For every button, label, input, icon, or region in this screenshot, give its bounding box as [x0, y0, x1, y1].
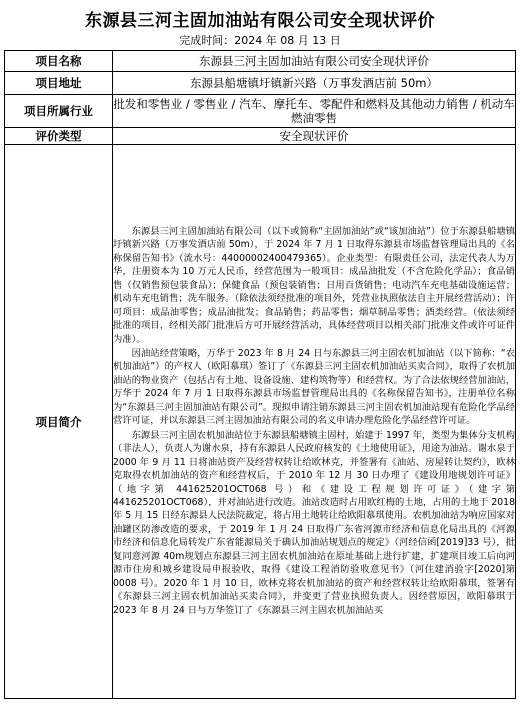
label-intro: 项目简介: [5, 145, 113, 699]
intro-paragraph: 因油站经营策略，万华于 2023 年 8 月 24 日与东源县三河主固农机加油站（以下简称：“农机加油站”）的产权人（欧阳慕琪）签订了《东源县三河主固农机加油站买卖合同》，取得了农机加油站的物业资产（包括占有土地、设备设施、建构筑物等）和经营权。为了合法依规经营加油站，万华于 2024 年 7 月 1 日取得东源县市场监督管理局出具的《名称保留告知书》，注册单位名称为“东源县三河主固加油站有限公司”。现拟申请注销东源县三河主固农机加油站现有危险化学品经营许可证，并以东源县三河主固加油站有限公司的名义申请办理危险化学品经营许可证。: [113, 348, 515, 427]
row-intro: [5, 145, 516, 699]
intro-paragraph: 东源县三河主固农机加油站位于东源县船塘镇主固村，始建于 1997 年，类型为集体分支机构（非法人），负责人为谢水泉，持有东源县人民政府核发的《土地使用证》，用途为油站。谢水泉于 2000 年 9 月 11 日将油站资产及经营权转让给欧林克，并签署有《油站、房屋转让契约》，欧林克取得农机加油站的资产和经营权后，于 2010 年 12 月 30 日办理了《建设用地规划许可证》（地字第 441625201OCT068 号）和《建设工程规划许可证》（建字第 441625201OCT068），并对油站进行改造。油站改造时占用欧红梅的土地，占用的土地于 2018 年 5 月 15 日经东源县人民法院裁定，将占用土地转让给欧阳慕琪使用。农机加油站为响应国家对油罐区防渗改造的要求，于 2019 年 1 月 24 日取得广东省河源市经济和信息化局出具的《河源市经济和信息化局转发广东省能源局关于确认加油站规划点的规定》（河经信函[2019]33 号），批复同意河源 40m规划点东源县三河主固农机加油站在原址基础上进行扩建，扩建项目竣工后向河源市住房和城乡建设局申报验收，取得《建设工程消防验收意见书》（河住建消验字[2020]第 0008 号）。2020 年 1 月 10 日，欧林克将农机加油站的资产和经营权转让给欧阳慕琪，签署有《东源县三河主固农机加油站买卖合同》，并变更了营业执照负责人。因经营原因，欧阳慕琪于 2023 年 8 月 24 日与万华签订了《东源县三河主固农机加油站买: [113, 429, 515, 616]
value-project-address: 东源县船塘镇圩镇新兴路（万事发酒店前 50m）: [113, 72, 516, 95]
label-eval-type: 评价类型: [5, 128, 113, 145]
value-eval-type: 安全现状评价: [113, 128, 516, 145]
value-industry: 批发和零售业 / 零售业 / 汽车、摩托车、零配件和燃料及其他动力销售 / 机动车燃油零售: [113, 95, 516, 128]
project-info-table: [4, 50, 516, 699]
document-title: 东源县三河主固加油站有限公司安全现状评价: [85, 11, 435, 31]
intro-paragraph: 东源县三河主固加油站有限公司（以下或简称“主固加油站”或“该加油站”）位于东源县船塘镇圩镇新兴路（万事发酒店前 50m），于 2024 年 7 月 1 日取得东源县市场监督管理局出具的《名称保留告知书》（流水号：44000002400479365）。企业类型：有限责任公司，法定代表人为万华，注册资本为 10 万元人民币，经营范围为一般项目：成品油批发（不含危险化学品）；食品销售（仅销售预包装食品）；保健食品（预包装销售；日用百货销售；电动汽车充电基础设施运营；机动车充电销售；洗车服务。（除依法须经批准的项目外，凭营业执照依法自主开展经营活动）；许可项目：成品油零售；成品油批发；食品销售；药品零售；烟草制品零售；酒类经营。（依法须经批准的项目，经相关部门批准后方可开展经营活动，具体经营项目以相关部门批准文件或许可证件为准）。: [113, 225, 515, 345]
row-project-name: [5, 51, 516, 72]
value-intro: [113, 145, 516, 699]
label-industry: 项目所属行业: [5, 95, 113, 128]
label-project-address: 项目地址: [5, 72, 113, 95]
row-industry: [5, 95, 516, 128]
row-eval-type: [5, 128, 516, 145]
label-project-name: 项目名称: [5, 51, 113, 72]
row-project-address: [5, 72, 516, 95]
completion-date: 完成时间：2024 年 08 月 13 日: [179, 34, 341, 47]
value-project-name: 东源县三河主固加油站有限公司安全现状评价: [113, 51, 516, 72]
